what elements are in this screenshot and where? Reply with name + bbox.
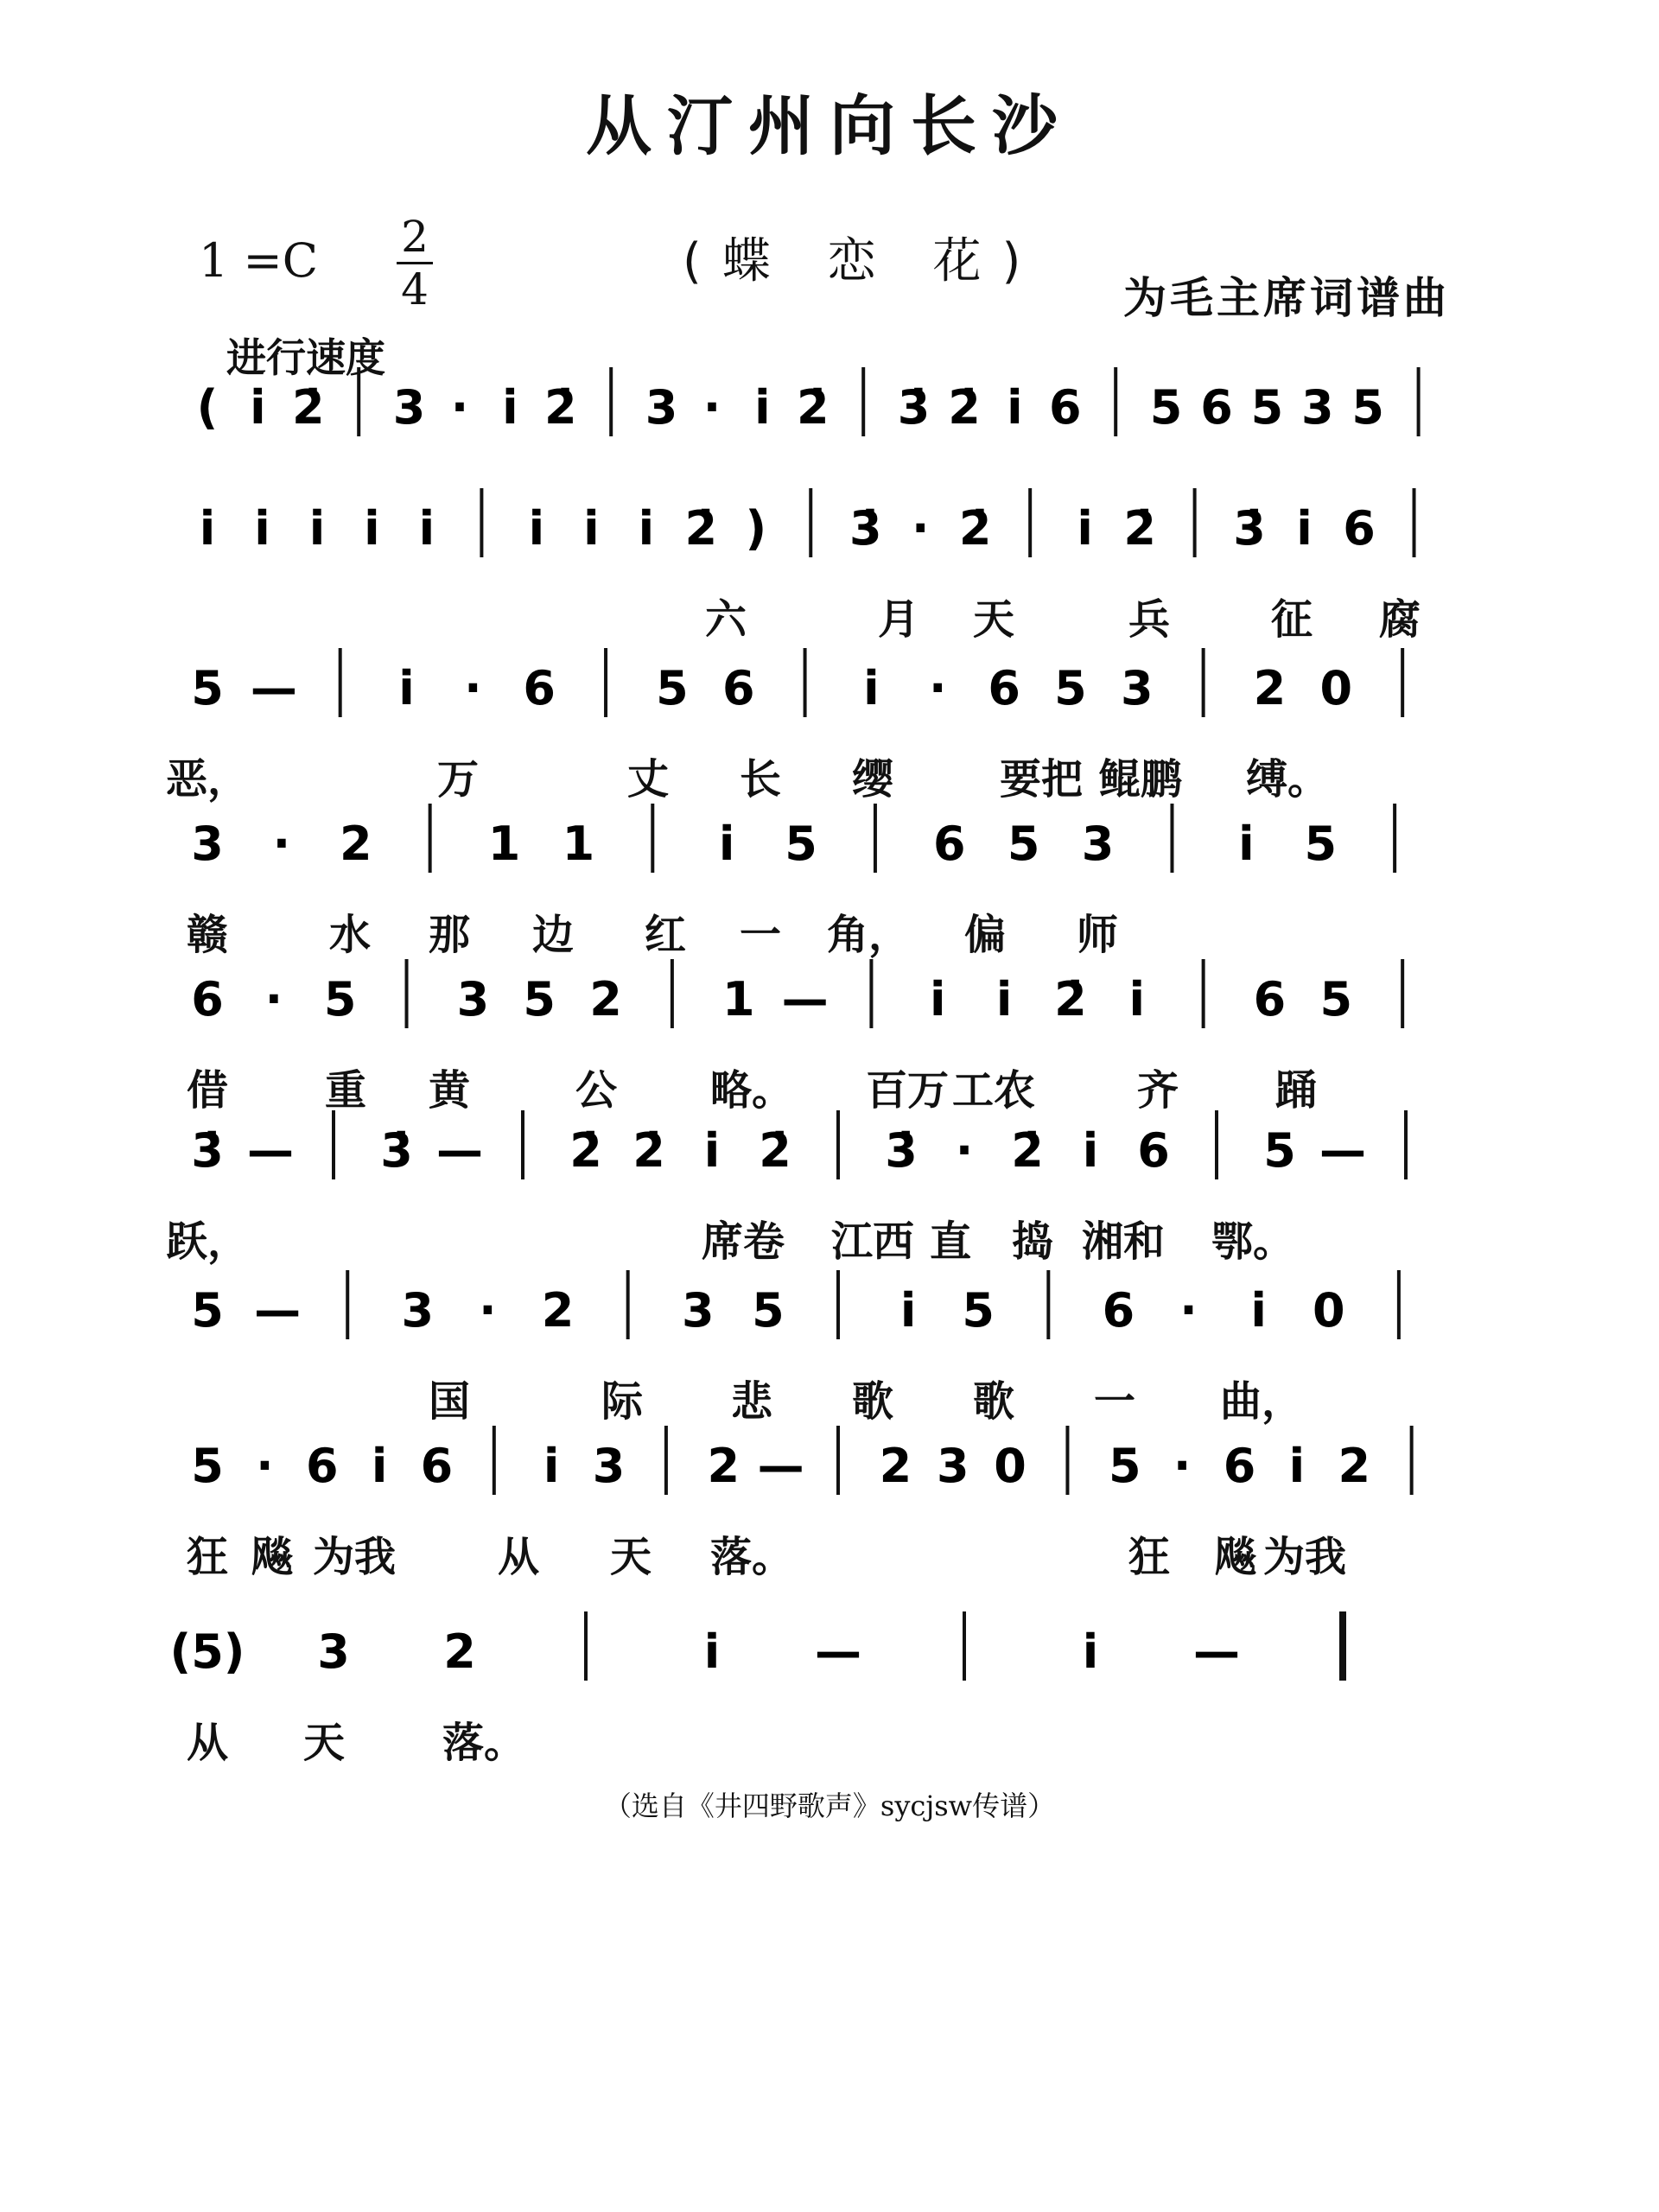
note-token: 3 [1081, 817, 1115, 871]
note-token: 5 [1250, 380, 1284, 435]
lyric-syllable: 丈 [626, 755, 670, 804]
lyric-line [186, 901, 1503, 962]
note-token: 2̇ [1123, 501, 1156, 556]
note-token: 6 [1137, 1123, 1170, 1178]
note-token: 6 [721, 661, 755, 715]
note-token: 6 [305, 1439, 339, 1493]
note-token: 6 [933, 817, 966, 871]
note-token: i̇ [899, 1283, 917, 1338]
note-token: i̇ [528, 501, 545, 556]
notation-line [190, 1266, 1503, 1344]
notation-line [190, 644, 1503, 721]
notation-line [190, 955, 1503, 1033]
note-token: 6 [1343, 501, 1376, 556]
key-signature: 1 =C [199, 233, 319, 288]
note-token: — [247, 1123, 294, 1178]
note-token: i̇ [364, 501, 380, 556]
note-token: i̇ [199, 501, 216, 556]
score-row-8 [186, 1421, 1503, 1586]
tempo-marking: 进行速度 [226, 334, 385, 381]
note-token: i̇ [371, 1439, 388, 1493]
score-row-4 [186, 799, 1503, 963]
note-token: 3 [392, 380, 426, 435]
note-token: — [781, 972, 829, 1027]
lyric-syllable: 落。 [709, 1533, 794, 1581]
notation-line [190, 1421, 1503, 1499]
note-token: 6 [1049, 380, 1082, 435]
note-token: 3̇ [849, 501, 882, 556]
note-token: i̇ [1082, 1123, 1099, 1178]
lyric-syllable: 捣 [1011, 1217, 1054, 1266]
note-token: 2̇ [632, 1123, 665, 1178]
score-row-6 [165, 1106, 1503, 1270]
note-token: i̇ [502, 380, 518, 435]
time-signature-bottom: 4 [401, 264, 429, 315]
note-token: i̇ [250, 380, 266, 435]
note-token: 3̇ [885, 1123, 918, 1178]
lyric-syllable: 征 [1270, 595, 1313, 644]
note-token: 2̇ [948, 380, 981, 435]
lyric-syllable: 缨 [851, 755, 894, 804]
lyric-line [186, 1523, 1503, 1584]
note-token: 3 [681, 1283, 715, 1338]
lyric-syllable: 六 [704, 595, 747, 644]
score-row-5 [186, 955, 1503, 1119]
note-token: 5 [523, 972, 556, 1027]
note-token: i̇ [1082, 1624, 1099, 1679]
note-token: 6 [1253, 972, 1287, 1027]
note-token: 6 [988, 661, 1020, 715]
lyric-syllable: 公 [575, 1066, 618, 1115]
note-token: 5 [191, 1439, 224, 1493]
note-token: i̇ [703, 1624, 721, 1679]
lyric-syllable: 边 [531, 911, 575, 959]
lyric-syllable: 长 [739, 755, 782, 804]
note-token: i̇ [863, 661, 880, 715]
note-token: 3 [191, 817, 224, 871]
note-token: 5 [191, 1283, 224, 1338]
notation-line [190, 1106, 1503, 1184]
lyric-syllable: 鄂。 [1211, 1217, 1295, 1266]
note-token: · [1179, 1283, 1198, 1338]
note-token: 5 [1109, 1439, 1141, 1493]
note-token: 5 [1007, 817, 1040, 871]
lyric-syllable: 江西 [830, 1217, 915, 1266]
lyric-syllable: 偏 [963, 911, 1007, 959]
lyric-syllable: 一 [1093, 1377, 1136, 1426]
note-token: · [929, 661, 947, 715]
note-token: 5 [752, 1283, 785, 1338]
lyric-line [165, 1208, 1503, 1268]
note-token: i̇ [1250, 1283, 1267, 1338]
note-token: — [250, 661, 297, 715]
note-token: 6 [1200, 380, 1233, 435]
note-token: i̇ [930, 972, 946, 1027]
lyric-syllable: 为我 [312, 1533, 397, 1581]
note-token: 6 [1102, 1283, 1135, 1338]
note-token: ( [196, 380, 219, 435]
note-token: — [1193, 1624, 1240, 1679]
note-token: 6 [420, 1439, 454, 1493]
note-token: — [254, 1283, 302, 1338]
lyric-syllable: 水 [328, 911, 372, 959]
note-token: 3 [645, 380, 678, 435]
lyric-syllable: 歌 [851, 1377, 894, 1426]
note-token: · [256, 1439, 274, 1493]
note-token: 2̇ [958, 501, 992, 556]
time-signature-top: 2 [401, 212, 429, 262]
note-token: · [450, 380, 469, 435]
score-row-3 [165, 644, 1503, 808]
lyric-syllable: 腐 [1378, 595, 1421, 644]
lyric-syllable: 工农 [951, 1066, 1036, 1115]
note-token: i̇ [703, 1123, 721, 1178]
note-token: i̇ [583, 501, 600, 556]
note-token: 5 [656, 661, 689, 715]
lyric-line [190, 1368, 1503, 1428]
lyric-syllable: 狂 [186, 1533, 229, 1581]
note-token: · [1173, 1439, 1192, 1493]
lyric-syllable: 天 [972, 595, 1015, 644]
note-token: 2̇ [797, 380, 830, 435]
note-token: i̇ [418, 501, 435, 556]
note-token: 5 [962, 1283, 995, 1338]
note-token: 5 [1149, 380, 1183, 435]
lyric-syllable: 齐 [1136, 1066, 1179, 1115]
lyric-syllable: 一 [739, 911, 782, 959]
lyric-syllable: 飚 [251, 1533, 294, 1581]
note-token: 3̇ [380, 1123, 413, 1178]
note-token: 0 [1319, 661, 1353, 715]
lyric-syllable: 赣 [186, 911, 229, 959]
note-token: 3 [456, 972, 490, 1027]
note-token: i̇ [1007, 380, 1023, 435]
note-token: i̇ [543, 1439, 560, 1493]
note-token: 6 [523, 661, 556, 715]
lyric-syllable: 为我 [1262, 1533, 1347, 1581]
note-token: 2 [589, 972, 622, 1027]
source-footnote: （选自《井四野歌声》sycjsw传谱） [603, 1789, 1056, 1822]
note-token: (5) [169, 1624, 245, 1679]
notation-line [190, 363, 1503, 441]
lyric-syllable: 略。 [709, 1066, 794, 1115]
lyric-syllable: 红 [644, 911, 687, 959]
note-token: — [1319, 1123, 1366, 1178]
note-token: 2̇ [1011, 1123, 1044, 1178]
note-token: · [911, 501, 930, 556]
note-token: · [264, 972, 283, 1027]
lyric-line [190, 586, 1503, 646]
time-signature [393, 212, 436, 315]
note-token: · [479, 1283, 497, 1338]
lyric-syllable: 飚 [1214, 1533, 1257, 1581]
note-token: 5 [1304, 817, 1338, 871]
lyric-syllable: 直 [929, 1217, 972, 1266]
note-token: · [955, 1123, 974, 1178]
lyric-syllable: 万 [436, 755, 480, 804]
note-token: · [272, 817, 291, 871]
note-token: 5 [1351, 380, 1384, 435]
lyric-syllable: 踊 [1274, 1066, 1318, 1115]
lyric-syllable: 缚。 [1245, 755, 1330, 804]
lyric-syllable: 曲， [1219, 1377, 1304, 1426]
note-token: 2̇ [1054, 972, 1087, 1027]
lyric-syllable: 天 [609, 1533, 652, 1581]
note-token: 3̇ [1233, 501, 1266, 556]
note-token: 2 [443, 1624, 476, 1679]
lyric-syllable: 悲 [730, 1377, 773, 1426]
lyric-syllable: 从 [497, 1533, 540, 1581]
lyric-syllable: 借 [186, 1066, 229, 1115]
lyric-syllable: 落。 [442, 1719, 526, 1767]
note-token: — [757, 1439, 804, 1493]
subtitle: (蝶 恋 花) [683, 233, 1042, 289]
note-token: 2 [339, 817, 372, 871]
note-token: i̇ [398, 661, 415, 715]
lyric-syllable: 兵 [1128, 595, 1171, 644]
lyric-syllable: 席卷 [701, 1217, 785, 1266]
note-token: 3̇ [897, 380, 931, 435]
notation-line [190, 799, 1503, 877]
lyric-syllable: 月 [877, 595, 920, 644]
lyric-syllable: 要把 [999, 755, 1084, 804]
note-token: 2̇ [684, 501, 718, 556]
note-token: 1 [562, 817, 595, 871]
song-title: 从汀州向长沙 [586, 87, 1073, 164]
lyric-syllable: 重 [324, 1066, 367, 1115]
lyric-syllable: 湘和 [1081, 1217, 1166, 1266]
note-token: 0 [994, 1439, 1027, 1493]
note-token: i̇ [995, 972, 1013, 1027]
note-token: 5 [785, 817, 817, 871]
note-token: 2 [879, 1439, 912, 1493]
note-token: i̇ [308, 501, 326, 556]
lyric-syllable: 狂 [1128, 1533, 1171, 1581]
lyric-line [186, 1709, 1503, 1770]
lyric-syllable: 跃， [165, 1217, 250, 1266]
lyric-syllable: 恶， [165, 755, 250, 804]
notation-line [190, 484, 1503, 562]
note-token: 3 [317, 1624, 350, 1679]
lyric-line [165, 746, 1503, 806]
score-row-2 [190, 484, 1503, 648]
note-token: 2̇ [569, 1123, 602, 1178]
note-token: 5 [1319, 972, 1353, 1027]
note-token: 6 [191, 972, 224, 1027]
note-token: 5 [1263, 1123, 1296, 1178]
note-token: 2 [707, 1439, 741, 1493]
note-token: i̇ [638, 501, 655, 556]
note-token: 3̇ [191, 1123, 224, 1178]
lyric-syllable: 师 [1076, 911, 1119, 959]
note-token: — [815, 1624, 861, 1679]
lyric-syllable: 角， [826, 911, 911, 959]
lyric-syllable: 际 [601, 1377, 644, 1426]
lyric-syllable: 从 [186, 1719, 229, 1767]
note-token: i̇ [254, 501, 270, 556]
note-token: i̇ [754, 380, 771, 435]
note-token: i̇ [1077, 501, 1093, 556]
note-token: 6 [1223, 1439, 1256, 1493]
lyric-syllable: 黄 [428, 1066, 471, 1115]
note-token: 0 [1312, 1283, 1345, 1338]
note-token: 5 [323, 972, 357, 1027]
note-token: i̇ [1238, 817, 1255, 871]
note-token: 2̇ [544, 380, 577, 435]
note-token: 2 [541, 1283, 575, 1338]
notation-line [169, 1607, 1503, 1685]
score-row-9 [169, 1607, 1503, 1771]
note-token: — [436, 1123, 483, 1178]
note-token: 3 [936, 1439, 969, 1493]
note-token: 2 [1338, 1439, 1371, 1493]
note-token: 3 [1301, 380, 1334, 435]
note-token: i̇ [1296, 501, 1313, 556]
lyric-syllable: 国 [428, 1377, 471, 1426]
lyric-syllable: 歌 [972, 1377, 1015, 1426]
note-token: 1 [487, 817, 521, 871]
note-token: 2 [1253, 661, 1287, 715]
note-token: i̇ [1288, 1439, 1306, 1493]
lyric-syllable: 天 [302, 1719, 346, 1767]
note-token: 2̇ [292, 380, 325, 435]
note-token: · [464, 661, 482, 715]
note-token: i̇ [718, 817, 735, 871]
note-token: 3 [1121, 661, 1154, 715]
note-token: 3 [592, 1439, 626, 1493]
note-token: 2̇ [759, 1123, 791, 1178]
note-token: 5 [1054, 661, 1087, 715]
lyric-syllable: 那 [428, 911, 471, 959]
note-token: i̇ [1128, 972, 1146, 1027]
composer-credit: 为毛主席词谱曲 [1123, 273, 1450, 323]
note-token: 1 [721, 972, 755, 1027]
note-token: ) [745, 501, 767, 556]
lyric-syllable: 鲲鹏 [1098, 755, 1183, 804]
note-token: 5 [191, 661, 224, 715]
note-token: 3 [401, 1283, 435, 1338]
lyric-syllable: 百万 [865, 1066, 950, 1115]
score-row-7 [190, 1266, 1503, 1430]
note-token: · [702, 380, 721, 435]
